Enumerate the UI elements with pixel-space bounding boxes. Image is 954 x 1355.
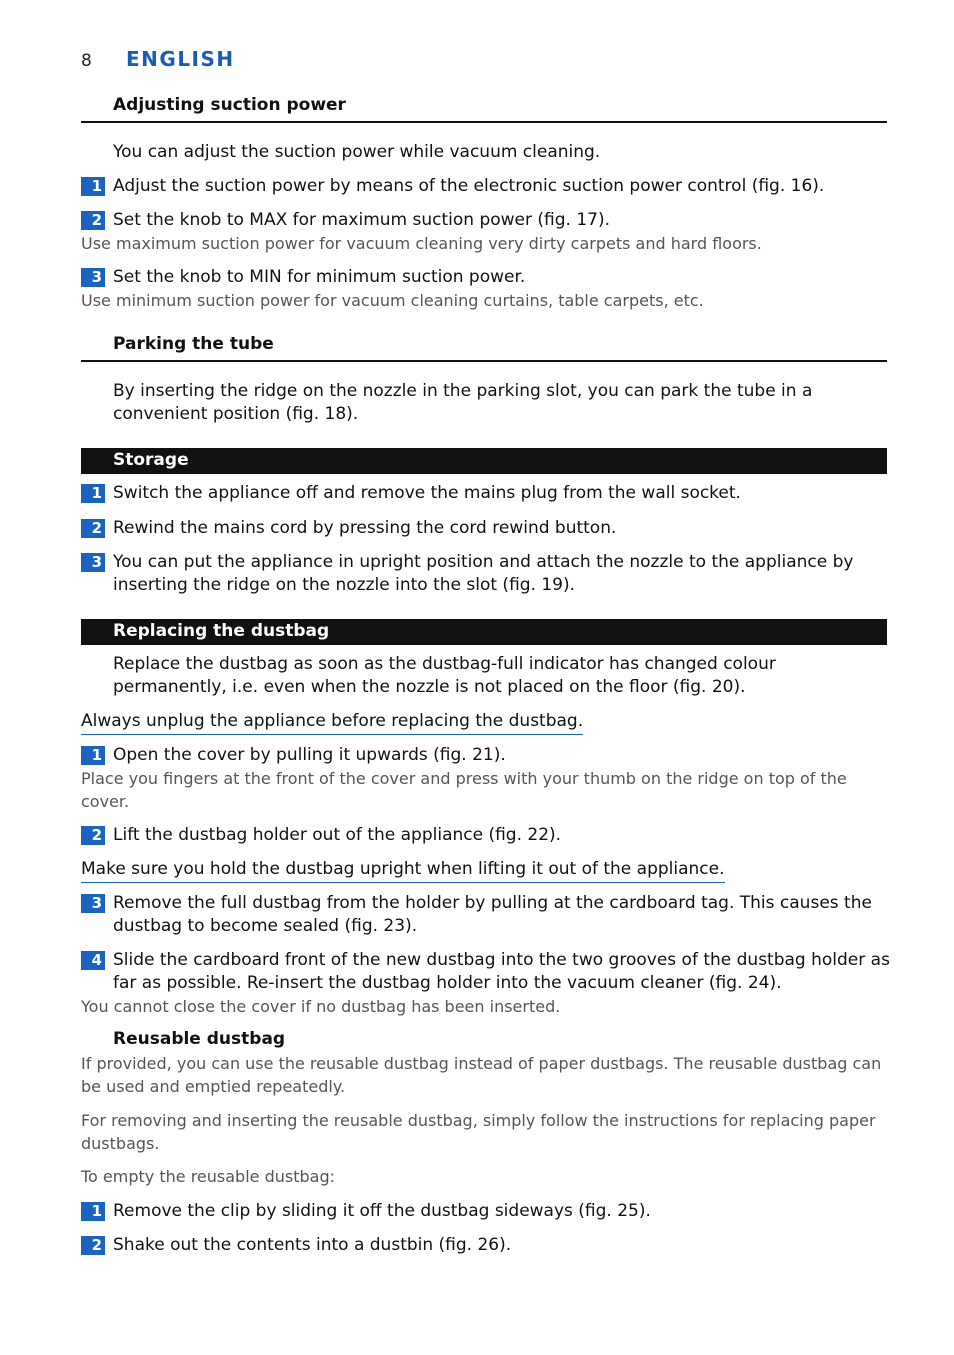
section-title: Storage [113,450,189,470]
suction-intro: You can adjust the suction power while vacuum cleaning. [113,142,601,162]
section-band-storage [81,448,887,474]
heading-adjusting-suction-power: Adjusting suction power [113,95,346,115]
page-number: 8 [81,51,92,71]
step-number-badge: 2 [81,211,105,230]
dustbag-note-step4: You cannot close the cover if no dustbag has been inserted. [81,997,561,1016]
step-text: Rewind the mains cord by pressing the cord rewind button. [113,518,617,538]
step-number-badge: 2 [81,519,105,538]
heading-divider [81,121,887,123]
step-number-badge: 2 [81,826,105,845]
heading-reusable-dustbag: Reusable dustbag [113,1029,286,1049]
step-text: Set the knob to MIN for minimum suction power. [113,267,526,287]
step-text: Remove the full dustbag from the holder by pulling at the cardboard tag. This causes the dustbag to become sealed (fig. 23). [113,893,872,936]
step-number-badge: 1 [81,484,105,503]
heading-parking-the-tube: Parking the tube [113,334,274,354]
reusable-para-1: If provided, you can use the reusable dustbag instead of paper dustbags. The reusable dustbag can be used and emptied repeatedly. [81,1054,882,1096]
step-number-badge: 3 [81,553,105,572]
parking-text: By inserting the ridge on the nozzle in the parking slot, you can park the tube in a convenient position (fig. 18). [113,381,813,424]
reusable-para-3: To empty the reusable dustbag: [81,1167,335,1186]
step-number-badge: 4 [81,951,105,970]
dustbag-note-step1: Place you fingers at the front of the cover and press with your thumb on the ridge on top of the cover. [81,769,847,811]
language-label: ENGLISH [126,47,235,71]
step-text: Shake out the contents into a dustbin (fig. 26). [113,1235,512,1255]
step-text: Open the cover by pulling it upwards (fig. 21). [113,745,506,765]
suction-note-min: Use minimum suction power for vacuum cleaning curtains, table carpets, etc. [81,291,704,310]
step-number-badge: 1 [81,746,105,765]
section-title: Replacing the dustbag [113,621,330,641]
reusable-para-2: For removing and inserting the reusable dustbag, simply follow the instructions for replacing paper dustbags. [81,1111,876,1153]
step-number-badge: 3 [81,894,105,913]
step-text: Switch the appliance off and remove the mains plug from the wall socket. [113,483,741,503]
heading-divider [81,360,887,362]
step-number-badge: 1 [81,177,105,196]
step-number-badge: 3 [81,268,105,287]
step-text: Lift the dustbag holder out of the appliance (fig. 22). [113,825,562,845]
step-number-badge: 1 [81,1202,105,1221]
step-text: You can put the appliance in upright position and attach the nozzle to the appliance by inserting the ridge on the nozzle into the slot (fig. 19). [113,552,854,595]
step-number-badge: 2 [81,1236,105,1255]
warning-unplug: Always unplug the appliance before replacing the dustbag. [81,710,583,735]
suction-note-max: Use maximum suction power for vacuum cleaning very dirty carpets and hard floors. [81,234,762,253]
step-text: Remove the clip by sliding it off the dustbag sideways (fig. 25). [113,1201,651,1221]
step-text: Slide the cardboard front of the new dustbag into the two grooves of the dustbag holder as far as possible. Re-insert the dustbag holder into the vacuum cleaner (fig. 24). [113,950,890,993]
dustbag-intro: Replace the dustbag as soon as the dustbag-full indicator has changed colour permanently, i.e. even when the nozzle is not placed on the floor (fig. 20). [113,654,776,697]
section-band-replacing-dustbag [81,619,887,645]
warning-hold-upright: Make sure you hold the dustbag upright when lifting it out of the appliance. [81,858,725,883]
step-text: Set the knob to MAX for maximum suction power (fig. 17). [113,210,610,230]
step-text: Adjust the suction power by means of the electronic suction power control (fig. 16). [113,176,825,196]
